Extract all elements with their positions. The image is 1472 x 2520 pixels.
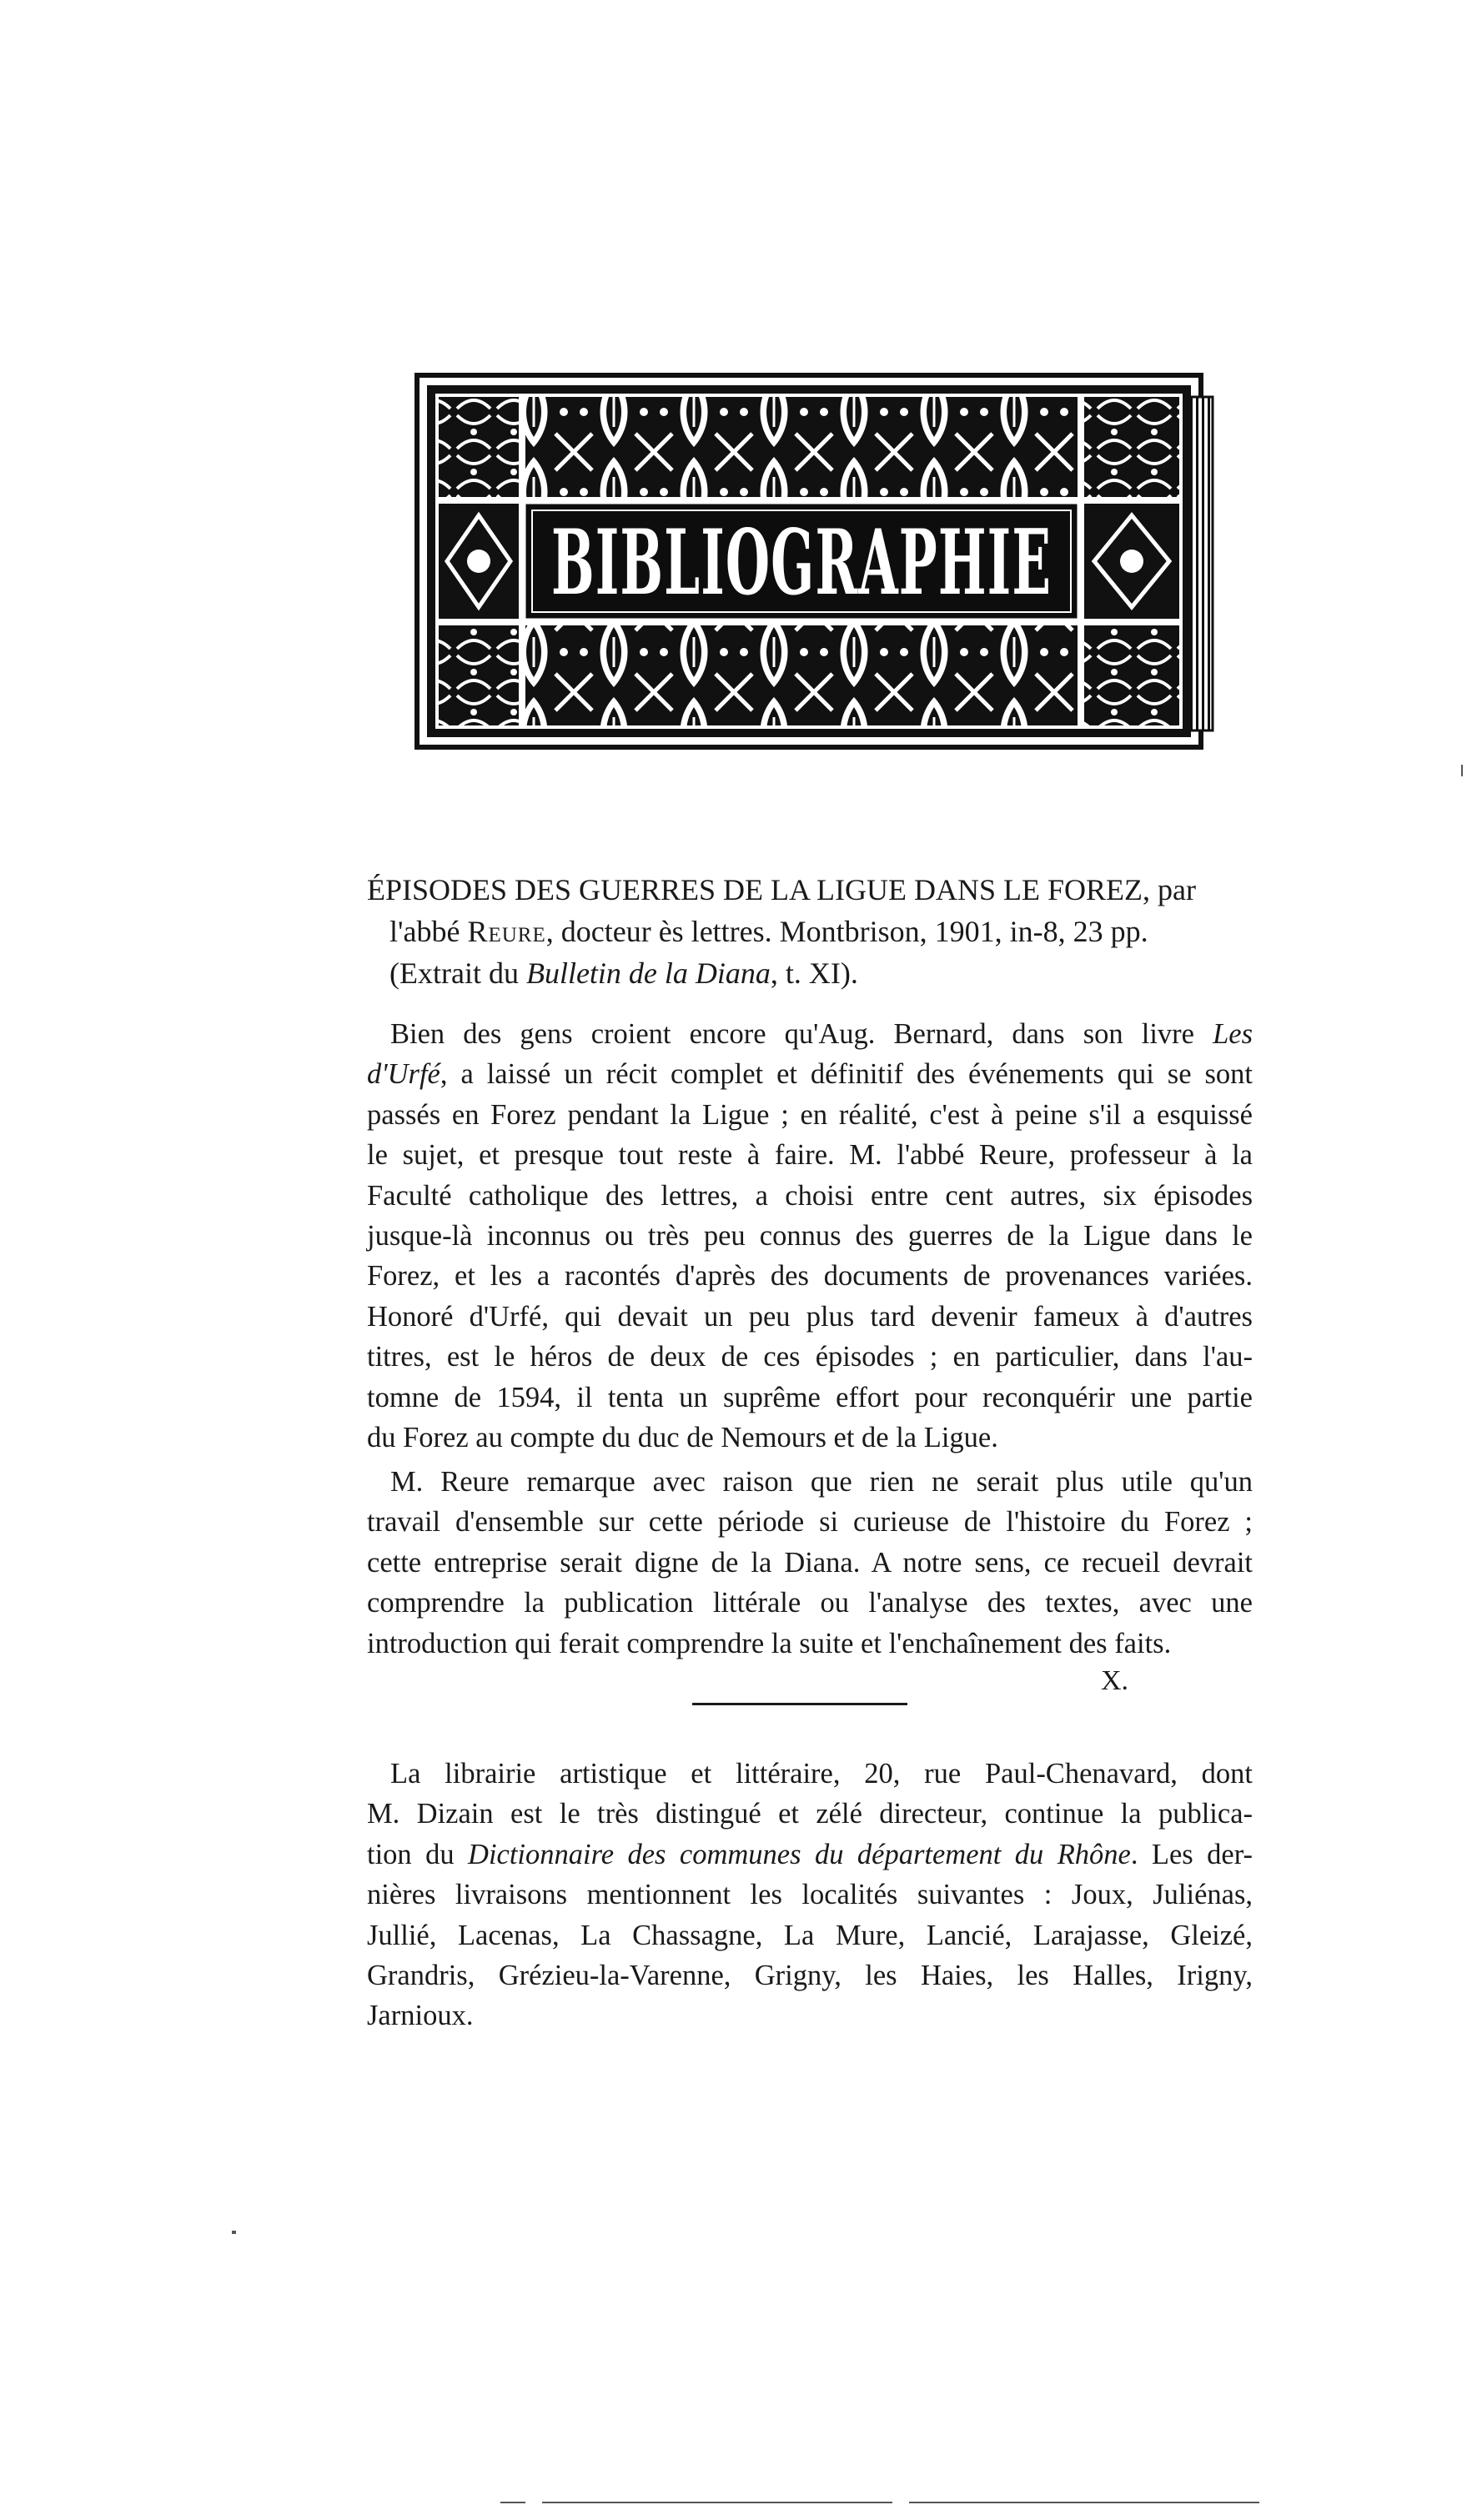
bottom-edge-mark <box>500 2502 525 2503</box>
entry-title: ÉPISODES DES GUERRES DE LA LIGUE DANS LE FOREZ, <box>367 873 1151 906</box>
text-run: , a laissé un récit complet et définitif des événements qui se sont <box>440 1058 1253 1091</box>
review-paragraph-2 <box>367 1462 1253 1664</box>
entry-heading <box>367 869 1253 994</box>
review-paragraph-1 <box>367 1014 1253 1458</box>
page-speck <box>232 2231 236 2234</box>
entry-heading-par: par <box>1158 873 1196 906</box>
text-run: titres, est le héros de deux de ces épisodes ; en particulier, dans l'au- <box>367 1341 1253 1373</box>
text-line <box>367 1135 1253 1175</box>
text-run: Bien des gens croient encore qu'Aug. Bernard, dans son livre <box>390 1018 1213 1050</box>
text-line: M. Reure remarque avec raison que rien ne serait plus utile qu'un <box>390 1466 1253 1498</box>
banner-ornament <box>414 372 1221 752</box>
text-run: Forez, et les a racontés d'après des documents de provenances variées. <box>367 1260 1253 1293</box>
section-divider <box>692 1703 907 1705</box>
text-line <box>367 1875 1253 1915</box>
extract-prefix: (Extrait du <box>389 956 519 990</box>
text-line <box>367 1337 1253 1377</box>
text-run: . Les der- <box>1130 1838 1253 1870</box>
text-run: Jullié, Lacenas, La Chassagne, La Mure, Lancié, Larajasse, Gleizé, <box>367 1919 1253 1951</box>
author-prefix: l'abbé <box>389 915 460 948</box>
text-line <box>367 1955 1253 1995</box>
text-line <box>367 1095 1253 1135</box>
bottom-edge-mark <box>909 2502 1259 2503</box>
italic-title: d'Urfé <box>367 1058 440 1091</box>
text-line <box>367 1014 1253 1054</box>
text-run: passés en Forez pendant la Ligue ; en réalité, c'est à peine s'il a esquissé <box>367 1098 1253 1131</box>
text-run: Honoré d'Urfé, qui devait un peu plus tard devenir fameux à d'autres <box>367 1300 1253 1333</box>
text-run: M. Dizain est le très distingué et zélé directeur, continue la publica- <box>367 1798 1253 1830</box>
text-line <box>367 1418 1253 1458</box>
text-run: La librairie artistique et littéraire, 20, rue Paul-Chenavard, dont <box>390 1758 1253 1790</box>
text-line: cette entreprise serait digne de la Diana. A notre sens, ce recueil devrait <box>367 1546 1253 1579</box>
entry-heading-line3 <box>367 952 1253 994</box>
text-run: le sujet, et presque tout reste à faire. M. l'abbé Reure, professeur à la <box>367 1139 1253 1172</box>
bottom-edge-mark <box>542 2502 892 2503</box>
text-run: Faculté catholique des lettres, a choisi entre cent autres, six épisodes <box>367 1179 1253 1212</box>
entry-heading-line2 <box>367 911 1253 952</box>
text-line <box>367 1054 1253 1094</box>
text-line <box>367 1256 1253 1296</box>
journal-title: Bulletin de la Diana <box>525 956 771 990</box>
text-run: tomne de 1594, il tenta un suprême effort pour reconquérir une partie <box>367 1381 1253 1413</box>
text-run: nières livraisons mentionnent les localités suivantes : Joux, Juliénas, <box>367 1879 1253 1911</box>
text-line: travail d'ensemble sur cette période si curieuse de l'histoire du Forez ; <box>367 1506 1253 1539</box>
text-line <box>367 1297 1253 1337</box>
italic-title: Dictionnaire des communes du département du Rhône <box>468 1838 1131 1870</box>
text-line: introduction qui ferait comprendre la suite et l'enchaînement des faits. <box>367 1627 1172 1659</box>
text-line: comprendre la publication littérale ou l'analyse des textes, avec une <box>367 1587 1253 1619</box>
text-line <box>367 1915 1253 1955</box>
notice-paragraph <box>367 1754 1253 2036</box>
author-name: Reure <box>467 915 546 948</box>
text-run: Grandris, Grézieu-la-Varenne, Grigny, les Haies, les Halles, Irigny, <box>367 1960 1253 1992</box>
bibliographie-banner <box>414 372 1221 752</box>
text-run: du Forez au compte du duc de Nemours et de la Ligue. <box>367 1422 998 1454</box>
page-speck <box>1461 765 1463 776</box>
text-line <box>367 1794 1253 1834</box>
italic-title: Les <box>1213 1018 1253 1050</box>
text-run: Jarnioux. <box>367 2000 474 2032</box>
text-line <box>367 1754 1253 1794</box>
text-line <box>367 1216 1253 1256</box>
entry-heading-line1 <box>367 869 1253 911</box>
banner-title: BIBLIOGRAPHIE <box>551 510 1052 615</box>
text-line <box>367 1378 1253 1418</box>
text-run: tion du <box>367 1838 469 1870</box>
text-run: jusque-là inconnus ou très peu connus des guerres de la Ligue dans le <box>367 1220 1253 1252</box>
text-line <box>367 1995 1253 2036</box>
text-line <box>367 1835 1253 1875</box>
review-signature: X. <box>1101 1665 1129 1696</box>
text-line <box>367 1176 1253 1216</box>
extract-suffix: , t. XI). <box>770 956 858 990</box>
publication-details: , docteur ès lettres. Montbrison, 1901, in-8, 23 pp. <box>545 915 1148 948</box>
